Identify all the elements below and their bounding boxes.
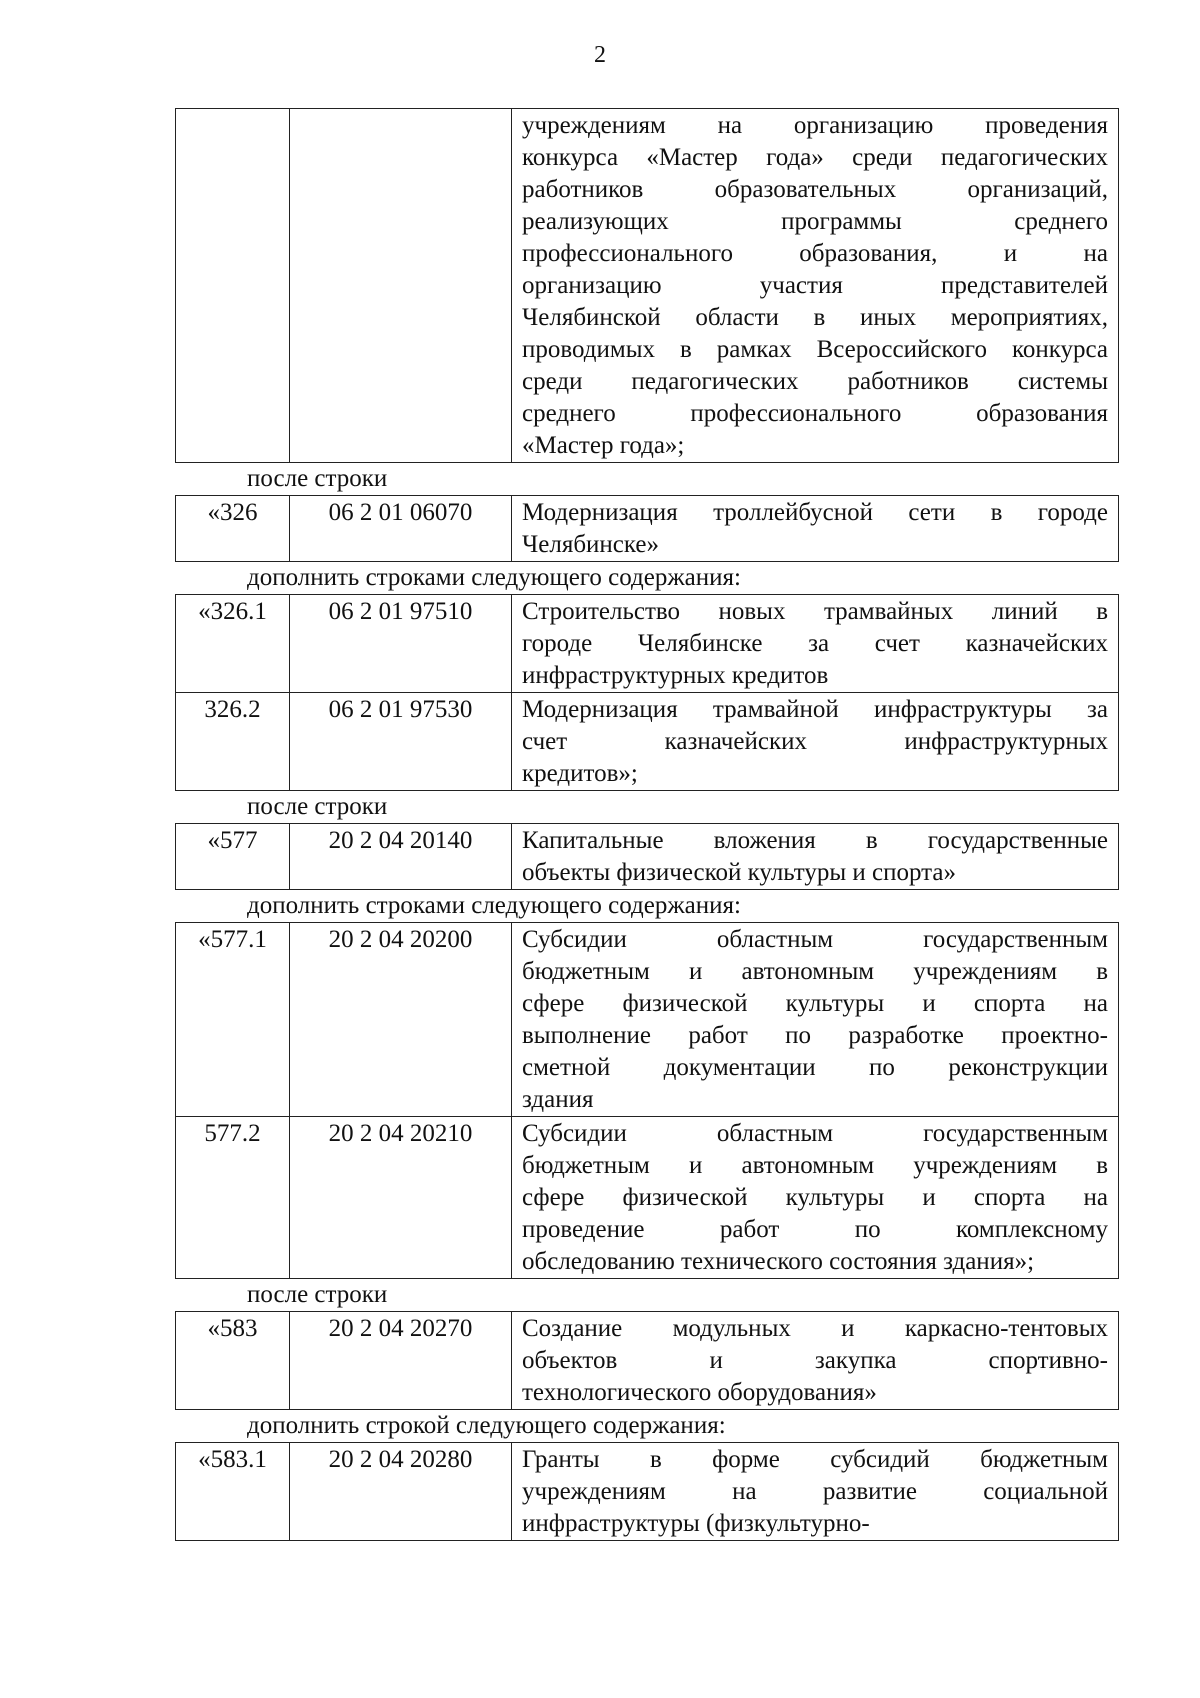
description-line: проводимых в рамках Всероссийского конкурса [522, 336, 1108, 363]
description-cell [512, 1312, 1119, 1410]
code-cell: 06 2 01 97510 [290, 595, 512, 693]
description-line: Субсидии областным государственным [522, 926, 1108, 953]
code-cell: 20 2 04 20140 [290, 824, 512, 890]
table-row [176, 1443, 1119, 1541]
description-line: объектов и закупка спортивно- [522, 1347, 1108, 1374]
table-row-583 [175, 1311, 1119, 1410]
row-number-cell: 326.2 [176, 693, 290, 791]
code-cell: 20 2 04 20200 [290, 923, 512, 1117]
description-line: счет казначейских инфраструктурных [522, 728, 1108, 755]
description-line: учреждениям на развитие социальной [522, 1478, 1108, 1505]
row-number-cell: «583 [176, 1312, 290, 1410]
description-cell [512, 693, 1119, 791]
description-line: объекты физической культуры и спорта» [522, 859, 956, 886]
code-cell: 20 2 04 20280 [290, 1443, 512, 1541]
table-row-577 [175, 823, 1119, 890]
description-line: инфраструктуры (физкультурно- [522, 1510, 870, 1537]
description-line: Модернизация троллейбусной сети в городе [522, 499, 1108, 526]
row-number-cell: «577.1 [176, 923, 290, 1117]
instruction-add-rows: дополнить строками следующего содержания: [247, 564, 741, 591]
description-line: Создание модульных и каркасно-тентовых [522, 1315, 1108, 1342]
description-line: Челябинске» [522, 531, 660, 558]
description-cell [512, 923, 1119, 1117]
description-line: проведение работ по комплексному [522, 1216, 1108, 1243]
description-line: организацию участия представителей [522, 272, 1108, 299]
description-line: «Мастер года»; [522, 432, 685, 459]
row-number-cell [176, 109, 290, 463]
page-number: 2 [594, 42, 606, 68]
description-line: Модернизация трамвайной инфраструктуры за [522, 696, 1108, 723]
code-cell: 20 2 04 20210 [290, 1117, 512, 1279]
description-line: реализующих программы среднего [522, 208, 1108, 235]
instruction-add-row: дополнить строкой следующего содержания: [247, 1412, 726, 1439]
description-line: Строительство новых трамвайных линий в [522, 598, 1108, 625]
instruction-after-row: после строки [247, 465, 388, 492]
table-continuation [175, 108, 1119, 463]
description-cell [512, 1117, 1119, 1279]
code-cell: 06 2 01 06070 [290, 496, 512, 562]
description-line: здания [522, 1086, 594, 1113]
description-line: Челябинской области в иных мероприятиях, [522, 304, 1108, 331]
table-row [176, 1117, 1119, 1279]
table-rows-577-added [175, 922, 1119, 1279]
row-number-cell: «583.1 [176, 1443, 290, 1541]
description-line: сфере физической культуры и спорта на [522, 990, 1108, 1017]
table-row [176, 496, 1119, 562]
table-row-326 [175, 495, 1119, 562]
instruction-after-row: после строки [247, 793, 388, 820]
description-line: кредитов»; [522, 760, 638, 787]
instruction-add-rows: дополнить строками следующего содержания: [247, 892, 741, 919]
description-line: обследованию технического состояния здания»; [522, 1248, 1035, 1275]
description-line: среди педагогических работников системы [522, 368, 1108, 395]
code-cell [290, 109, 512, 463]
code-cell: 20 2 04 20270 [290, 1312, 512, 1410]
row-number-cell: «577 [176, 824, 290, 890]
description-cell [512, 109, 1119, 463]
table-row [176, 693, 1119, 791]
description-line: среднего профессионального образования [522, 400, 1108, 427]
description-line: Субсидии областным государственным [522, 1120, 1108, 1147]
description-line: выполнение работ по разработке проектно- [522, 1022, 1108, 1049]
row-number-cell: 577.2 [176, 1117, 290, 1279]
description-line: сфере физической культуры и спорта на [522, 1184, 1108, 1211]
description-cell [512, 1443, 1119, 1541]
description-line: бюджетным и автономным учреждениям в [522, 958, 1108, 985]
table-row-583-added [175, 1442, 1119, 1541]
description-line: городе Челябинске за счет казначейских [522, 630, 1108, 657]
table-row [176, 824, 1119, 890]
table-row [176, 595, 1119, 693]
description-cell [512, 496, 1119, 562]
row-number-cell: «326.1 [176, 595, 290, 693]
instruction-after-row: после строки [247, 1281, 388, 1308]
description-line: инфраструктурных кредитов [522, 662, 829, 689]
table-row [176, 923, 1119, 1117]
description-line: конкурса «Мастер года» среди педагогических [522, 144, 1108, 171]
document-body [175, 108, 1118, 1541]
table-row [176, 109, 1119, 463]
description-cell [512, 824, 1119, 890]
description-line: профессионального образования, и на [522, 240, 1108, 267]
row-number-cell: «326 [176, 496, 290, 562]
description-line: технологического оборудования» [522, 1379, 877, 1406]
description-line: Гранты в форме субсидий бюджетным [522, 1446, 1108, 1473]
description-line: сметной документации по реконструкции [522, 1054, 1108, 1081]
table-row [176, 1312, 1119, 1410]
description-line: учреждениям на организацию проведения [522, 112, 1108, 139]
description-line: бюджетным и автономным учреждениям в [522, 1152, 1108, 1179]
description-cell [512, 595, 1119, 693]
description-line: Капитальные вложения в государственные [522, 827, 1108, 854]
description-line: работников образовательных организаций, [522, 176, 1108, 203]
table-rows-326-added [175, 594, 1119, 791]
code-cell: 06 2 01 97530 [290, 693, 512, 791]
